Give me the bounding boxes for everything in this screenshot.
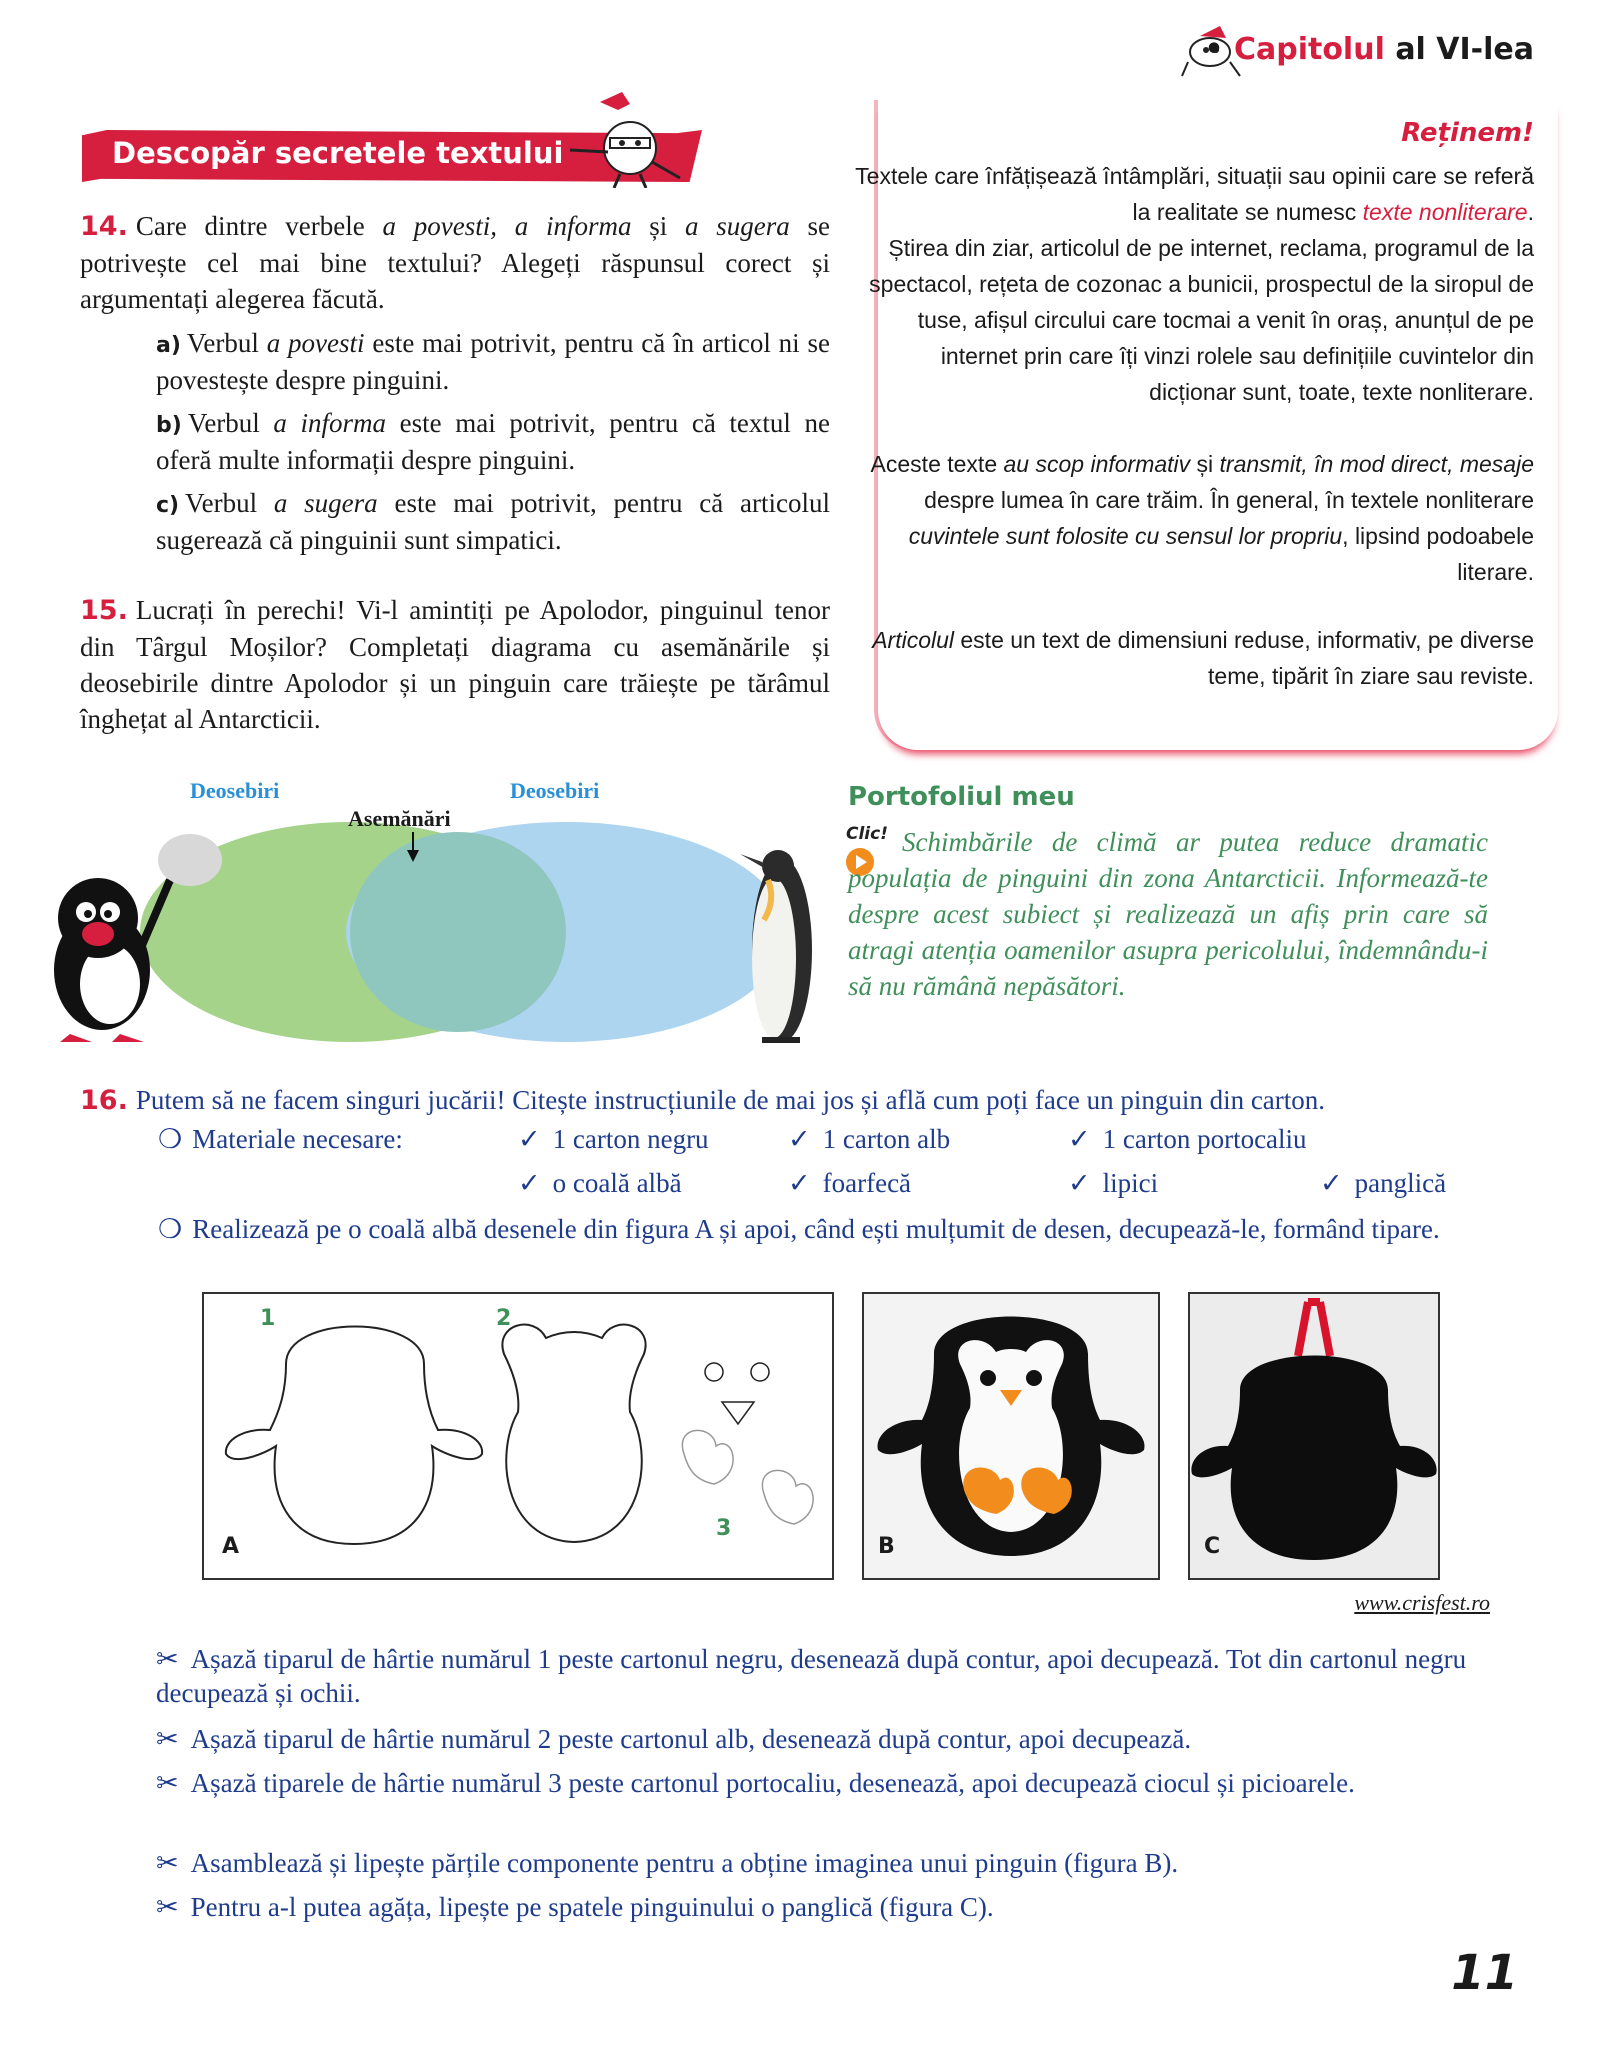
retinem-text: este un text de dimensiuni reduse, informativ, pe diverse teme, tipărit în ziare sau reviste. bbox=[954, 627, 1534, 689]
pattern-label-1: 1 bbox=[260, 1306, 276, 1331]
figure-c bbox=[1188, 1292, 1440, 1580]
check-icon: ✓ bbox=[1068, 1124, 1091, 1154]
retinem-text: . bbox=[1527, 199, 1534, 225]
option-a bbox=[156, 326, 830, 398]
venn-middle-label: Asemănări bbox=[348, 806, 451, 831]
option-b bbox=[156, 406, 830, 478]
step-text: Așază tiparul de hârtie numărul 2 peste cartonul alb, desenează după contur, apoi decupează. bbox=[190, 1724, 1192, 1754]
material-text: 1 carton negru bbox=[552, 1124, 709, 1154]
figure-b bbox=[862, 1292, 1160, 1580]
chapter-heading: • Capitolul al VI-lea bbox=[1204, 32, 1534, 67]
felt-penguin-front-icon bbox=[864, 1294, 1158, 1578]
venn-right-label: Deosebiri bbox=[510, 778, 600, 803]
venn-left-label: Deosebiri bbox=[190, 778, 280, 803]
figure-letter-a: A bbox=[222, 1534, 240, 1559]
question-text: Lucrați în perechi! Vi-l amintiți pe Apolodor, pinguinul tenor din Târgul Moșilor? Completați diagrama cu asemănările și deosebirile dintre Apolodor și un pinguin care trăiește pe tărâmul înghețat al Antarcticii. bbox=[80, 595, 830, 734]
check-icon: ✓ bbox=[1068, 1168, 1091, 1198]
option-letter: b) bbox=[156, 413, 182, 438]
retinem-paragraph-1 bbox=[854, 158, 1534, 230]
scissors-icon: ✂ bbox=[156, 1768, 179, 1798]
verb: a informa bbox=[514, 211, 632, 241]
step-instruction-3 bbox=[156, 1766, 1496, 1800]
option-letter: c) bbox=[156, 493, 180, 518]
step-instruction-4 bbox=[156, 1846, 1496, 1880]
retinem-paragraph-2: Știrea din ziar, articolul de pe internet, reclama, programul de la spectacol, rețeta de cozonac a bunicii, prospectul de la siropul de tuse, afișul circului care tocmai a venit în oraș, anunțul de pe internet prin care îți vinzi rolele sau definițiile cuvintelor din dicționar sunt, toate, texte nonliterare. bbox=[869, 235, 1534, 405]
material-text: o coală albă bbox=[552, 1168, 682, 1198]
materials-label-text: Materiale necesare: bbox=[192, 1124, 403, 1154]
scissors-icon: ✂ bbox=[156, 1892, 179, 1922]
verb: a povesti, bbox=[382, 211, 497, 241]
option-verb: a informa bbox=[273, 408, 387, 438]
scissors-icon: ✂ bbox=[156, 1724, 179, 1754]
retinem-text: despre lumea în care trăim. În general, în textele nonliterare bbox=[924, 487, 1534, 513]
retinem-emphasis: cuvintele sunt folosite cu sensul lor propriu bbox=[908, 523, 1343, 549]
material-item bbox=[518, 1124, 709, 1155]
material-item bbox=[788, 1124, 950, 1155]
option-verb: a povesti bbox=[266, 328, 365, 358]
pattern-label-3: 3 bbox=[716, 1516, 732, 1541]
step-text: Pentru a-l putea agăța, lipește pe spatele pinguinului o panglică (figura C). bbox=[190, 1892, 994, 1922]
material-item bbox=[788, 1168, 911, 1199]
clic-label: Clic! bbox=[846, 824, 888, 844]
material-text: 1 carton alb bbox=[822, 1124, 951, 1154]
question-14 bbox=[80, 208, 830, 317]
option-text: este mai potrivit, pentru că textul ne oferă multe informații despre pinguini. bbox=[156, 408, 831, 475]
retinem-emphasis: au scop informativ bbox=[1003, 451, 1191, 477]
question-text: se potrivește cel mai bine textului? Alegeți răspunsul corect și argumentați alegerea făcută. bbox=[80, 211, 830, 314]
material-item bbox=[1320, 1168, 1446, 1199]
step-text: Așază tiparele de hârtie numărul 3 peste cartonul portocaliu, desenează, apoi decupează ciocul și picioarele. bbox=[190, 1768, 1355, 1798]
materials-label bbox=[158, 1124, 403, 1155]
question-number: 14. bbox=[80, 211, 128, 242]
material-item bbox=[1068, 1168, 1158, 1199]
question-number: 15. bbox=[80, 595, 128, 626]
question-16 bbox=[80, 1082, 1540, 1119]
circle-bullet-icon: ❍ bbox=[158, 1124, 183, 1154]
scissors-icon: ✂ bbox=[156, 1848, 179, 1878]
pattern-label-2: 2 bbox=[496, 1306, 512, 1331]
retinem-term: texte nonliterare bbox=[1362, 199, 1528, 225]
material-item bbox=[518, 1168, 682, 1199]
step-instruction-1 bbox=[156, 1642, 1496, 1710]
option-text: Verbul bbox=[187, 408, 274, 438]
retinem-text: Aceste texte bbox=[870, 451, 1004, 477]
step-instruction-0 bbox=[158, 1212, 1498, 1246]
material-text: panglică bbox=[1354, 1168, 1447, 1198]
material-text: lipici bbox=[1102, 1168, 1159, 1198]
check-icon: ✓ bbox=[1320, 1168, 1343, 1198]
material-text: foarfecă bbox=[822, 1168, 912, 1198]
portofoliu-title: Portofoliul meu bbox=[848, 782, 1075, 812]
question-text bbox=[497, 211, 515, 241]
question-text: Putem să ne facem singuri jucării! Citește instrucțiunile de mai jos și află cum poți face un pinguin din carton. bbox=[135, 1085, 1326, 1115]
question-text: Care dintre verbele bbox=[135, 211, 383, 241]
retinem-emphasis: Articolul bbox=[872, 627, 954, 653]
step-text: Așază tiparul de hârtie numărul 1 peste cartonul negru, desenează după contur, apoi decupează. Tot din cartonul negru decupează și ochii. bbox=[156, 1644, 1467, 1708]
step-text: Asamblează și lipește părțile componente pentru a obține imaginea unui pinguin (figura B). bbox=[190, 1848, 1179, 1878]
question-15 bbox=[80, 592, 830, 737]
scissors-icon: ✂ bbox=[156, 1644, 179, 1674]
section-banner-title: Descopăr secretele textului bbox=[112, 136, 564, 170]
page-number: 11 bbox=[1451, 1945, 1518, 2001]
material-text: 1 carton portocaliu bbox=[1102, 1124, 1307, 1154]
felt-penguin-back-icon bbox=[1190, 1294, 1438, 1578]
option-verb: a sugera bbox=[273, 488, 378, 518]
option-text: este mai potrivit, pentru că articolul sugerează că pinguinii sunt simpatici. bbox=[156, 488, 831, 555]
option-text: Verbul bbox=[185, 488, 274, 518]
option-c bbox=[156, 486, 830, 558]
source-link[interactable]: www.crisfest.ro bbox=[1354, 1590, 1490, 1615]
question-text: și bbox=[631, 211, 685, 241]
figure-letter-c: C bbox=[1204, 1534, 1221, 1559]
retinem-text: și bbox=[1190, 451, 1220, 477]
check-icon: ✓ bbox=[518, 1124, 541, 1154]
circle-bullet-icon: ❍ bbox=[158, 1214, 183, 1244]
chapter-number: al VI-lea bbox=[1395, 32, 1534, 67]
option-letter: a) bbox=[156, 333, 181, 358]
venn-intersection bbox=[350, 832, 566, 1032]
figure-a bbox=[202, 1292, 834, 1580]
material-item bbox=[1068, 1124, 1307, 1155]
retinem-text: Textele care înfățișează întâmplări, situații sau opinii care se referă la realitate se numesc bbox=[855, 163, 1534, 225]
step-text: Realizează pe o coală albă desenele din figura A și apoi, când ești mulțumit de desen, decupează-le, formând tipare. bbox=[192, 1214, 1440, 1244]
check-icon: ✓ bbox=[788, 1168, 811, 1198]
retinem-paragraph-4 bbox=[854, 622, 1534, 694]
check-icon: ✓ bbox=[518, 1168, 541, 1198]
retinem-text: , lipsind podoabele literare. bbox=[1342, 523, 1534, 585]
banner-mascot-icon bbox=[560, 92, 690, 188]
retinem-title: Reținem! bbox=[1401, 118, 1534, 148]
option-text: Verbul bbox=[186, 328, 267, 358]
chapter-word: Capitolul bbox=[1233, 32, 1385, 67]
figure-letter-b: B bbox=[878, 1534, 895, 1559]
retinem-emphasis: transmit, în mod direct, mesaje bbox=[1219, 451, 1534, 477]
check-icon: ✓ bbox=[788, 1124, 811, 1154]
step-instruction-5 bbox=[156, 1890, 1496, 1924]
portofoliu-text: Schimbările de climă ar putea reduce dramatic populația de pinguini din zona Antarcticii. Informează-te despre acest subiect și realizează un afiș prin care să atragi atenția oamenilor asupra pericolului, îndemnându-i să nu rămână nepăsători. bbox=[848, 827, 1488, 1001]
option-text: este mai potrivit, pentru că în articol ni se povestește despre pinguini. bbox=[156, 328, 830, 395]
step-instruction-2 bbox=[156, 1722, 1496, 1756]
question-number: 16. bbox=[80, 1085, 128, 1116]
verb: a sugera bbox=[685, 211, 790, 241]
retinem-paragraph-3 bbox=[854, 446, 1534, 590]
